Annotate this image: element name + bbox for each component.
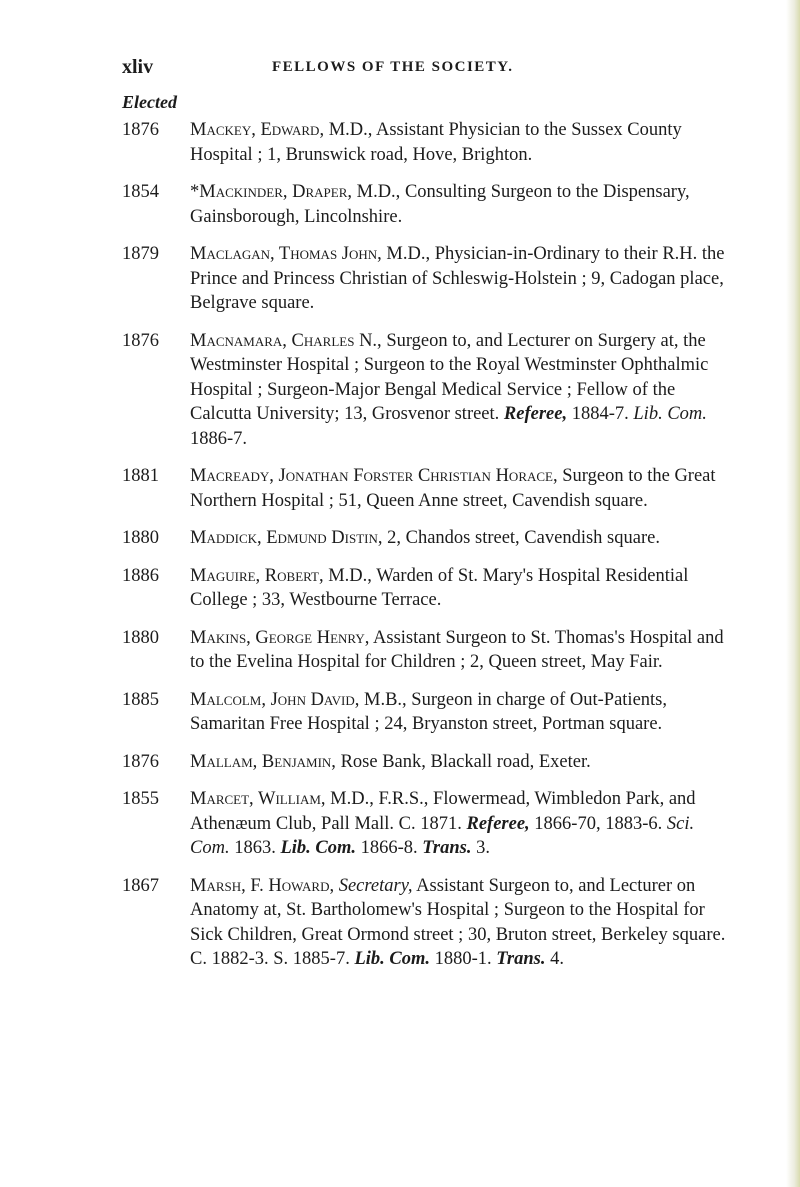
list-item (122, 626, 732, 675)
election-year: 1876 (122, 120, 159, 140)
list-item (122, 564, 732, 613)
list-item (122, 329, 732, 452)
fellow-details: Assistant Surgeon to St. Thomas's Hospital and to the Evelina Hospital for Children ; 2, Queen street, May Fair. (190, 627, 724, 672)
fellow-details: Warden of St. Mary's Hospital Residential College ; 33, Westbourne Terrace. (190, 565, 689, 610)
fellow-details: Surgeon to the Great Northern Hospital ; 51, Queen Anne street, Cavendish square. (190, 466, 716, 511)
library-committee-years: 1866-8. (356, 838, 423, 858)
election-year: 1876 (122, 751, 159, 772)
election-year: 1854 (122, 182, 159, 202)
page-header (122, 56, 722, 82)
fellow-details: Flowermead, Wimbledon Park, and Athenæum Club, Pall Mall. C. 1871. (190, 789, 696, 834)
election-year: 1876 (122, 330, 159, 351)
fellow-name: *Mackinder, Draper, M.D., (190, 182, 401, 202)
list-item (122, 180, 732, 229)
election-year: 1880 (122, 627, 159, 648)
fellow-details: Rose Bank, Blackall road, Exeter. (335, 751, 591, 772)
fellows-list (122, 118, 732, 985)
transactions-count: 3. (471, 838, 490, 858)
fellow-details: 2, Chandos street, Cavendish square. (382, 528, 660, 548)
list-item (122, 750, 732, 775)
election-year: 1879 (122, 244, 159, 264)
referee-label: Referee, (503, 404, 568, 424)
transactions-count: 4. (545, 949, 564, 969)
fellow-details: Surgeon to, and Lecturer on Surgery at, the Westminster Hospital ; Surgeon to the Royal Westminster Ophthalmic Hospital ; Surgeon-Major Bengal Medical Service ; Fellow of the Calcutta University; 13, Grosvenor street. (190, 330, 709, 424)
library-committee-label: Lib. Com. (633, 404, 707, 424)
fellow-details: Consulting Surgeon to the Dispensary, Gainsborough, Lincolnshire. (190, 182, 690, 227)
fellow-name: Marsh, F. Howard, (190, 875, 335, 896)
list-item (122, 242, 732, 316)
election-year: 1881 (122, 466, 159, 486)
election-year: 1886 (122, 565, 159, 586)
page-number: xliv (122, 56, 154, 78)
election-year: 1855 (122, 789, 159, 809)
library-committee-years: 1880-1. (430, 949, 497, 969)
running-head: FELLOWS OF THE SOCIETY. (272, 59, 514, 75)
referee-years: 1884-7. (567, 404, 634, 424)
list-item (122, 464, 732, 513)
fellow-name: Macready, Jonathan Forster Christian Horace, (190, 466, 558, 486)
election-year: 1880 (122, 528, 159, 548)
referee-years: 1866-70, 1883-6. (529, 813, 667, 834)
page-edge-shadow (786, 0, 800, 1187)
fellow-name: Maddick, Edmund Distin, (190, 528, 383, 548)
fellow-name: Makins, George Henry, (190, 627, 370, 648)
list-item (122, 874, 732, 972)
science-committee-years: 1863. (229, 838, 281, 858)
list-item (122, 688, 732, 737)
fellow-name: Marcet, William, M.D., F.R.S., (190, 789, 429, 809)
fellow-name: Mallam, Benjamin, (190, 751, 336, 772)
fellow-name: Mackey, Edward, M.D., (190, 120, 373, 140)
fellow-name: Maguire, Robert, M.D., (190, 565, 372, 586)
list-item (122, 787, 732, 861)
fellow-details: Assistant Surgeon to, and Lecturer on Anatomy at, St. Bartholomew's Hospital ; Surgeon to the Hospital for Sick Children, Great Ormond street ; 30, Bruton street, Berkeley square. C. 1882-3. S. 1885-7. (190, 875, 726, 969)
elected-column-label: Elected (122, 92, 177, 112)
transactions-label: Trans. (496, 949, 546, 969)
fellow-name: Macnamara, Charles N., (190, 330, 382, 351)
fellow-details: Assistant Physician to the Sussex County Hospital ; 1, Brunswick road, Hove, Brighton. (190, 120, 682, 165)
fellow-details: Surgeon in charge of Out-Patients, Samaritan Free Hospital ; 24, Bryanston street, Portman square. (190, 689, 667, 734)
library-committee-years: 1886-7. (190, 428, 248, 449)
election-year: 1885 (122, 689, 159, 710)
referee-label: Referee, (466, 813, 530, 834)
election-year: 1867 (122, 875, 159, 896)
library-committee-label: Lib. Com. (354, 949, 430, 969)
transactions-label: Trans. (422, 838, 472, 858)
library-committee-label: Lib. Com. (280, 838, 356, 858)
fellow-name: Malcolm, John David, M.B., (190, 689, 407, 710)
fellow-details: Physician-in-Ordinary to their R.H. the Prince and Princess Christian of Schleswig-Holstein ; 9, Cadogan place, Belgrave square. (190, 244, 725, 313)
secretary-label: Secretary, (334, 875, 413, 896)
list-item (122, 526, 732, 551)
science-committee-label: Sci. Com. (190, 813, 695, 858)
list-item (122, 118, 732, 167)
fellow-name: Maclagan, Thomas John, M.D., (190, 244, 431, 264)
